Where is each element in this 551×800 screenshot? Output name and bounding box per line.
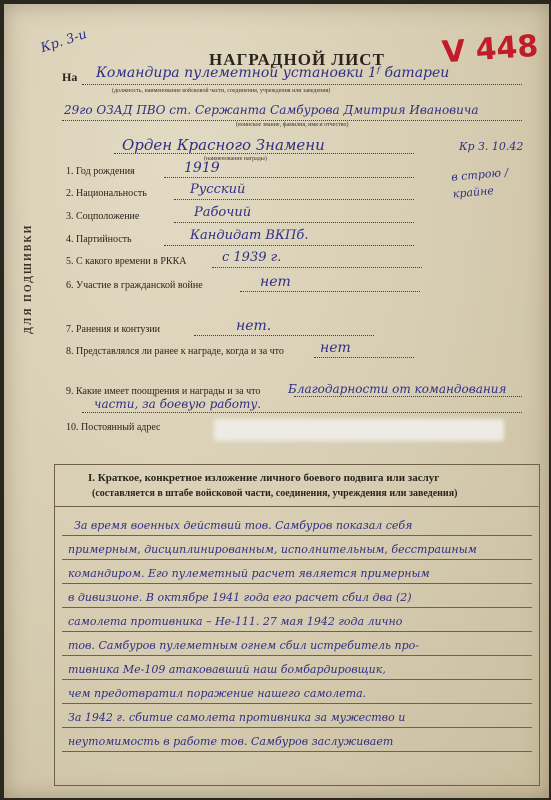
na-label: На (62, 70, 78, 84)
story-line-3: командиром. Его пулеметный расчет является примерным (68, 567, 430, 580)
section-subtitle: (составляется в штабе войсковой части, соединения, учреждения или заведения) (92, 488, 458, 499)
unit-name-value: 29го ОЗАД ПВО ст. Сержанта Самбурова Дмитрия Ивановича (64, 103, 479, 117)
award-sheet (4, 4, 549, 798)
field-label-previous-award: 8. Представлялся ли ранее к награде, когда и за что (66, 346, 284, 357)
field-value-party: Кандидат ВКПб. (190, 228, 309, 243)
field-label-wounds: 7. Ранения и контузии (66, 324, 161, 335)
field-label-social-status: 3. Соцположение (66, 211, 140, 222)
story-line-9: За 1942 г. сбитие самолета противника за мужество и (68, 711, 406, 724)
field-value-wounds: нет. (236, 318, 272, 334)
field-value-previous-award: нет (320, 340, 351, 356)
story-line-5: самолета противника – Не-111. 27 мая 1942 года лично (68, 615, 403, 628)
field-label-commendations: 9. Какие имеет поощрения и награды и за что (66, 386, 261, 397)
field-label-party: 4. Партийность (66, 234, 132, 245)
field-value-civil-war: нет (260, 274, 291, 290)
red-registry-mark: V 448 (440, 28, 540, 71)
position-value: Командира пулеметной установки 1ᶠ батареи (96, 65, 450, 81)
margin-date-note: Кр З. 10.42 (459, 140, 524, 153)
corner-note: Кр. 3-и (38, 26, 89, 57)
document-title: НАГРАДНОЙ ЛИСТ (209, 50, 385, 69)
field-label-civil-war: 6. Участие в гражданской войне (66, 280, 203, 291)
caption-rank-name: (воинское звание, фамилия, имя и отчество) (236, 122, 349, 128)
field-value-birth-year: 1919 (184, 160, 220, 176)
field-label-address: 10. Постоянный адрес (66, 422, 161, 433)
binding-margin-label: ДЛЯ ПОДШИВКИ (23, 223, 34, 334)
side-note: в строю / крайне (450, 165, 509, 201)
story-line-6: тов. Самбуров пулеметным огнем сбил истребитель про- (68, 639, 419, 652)
field-value-social-status: Рабочий (194, 205, 252, 220)
field-value-rkka: с 1939 г. (222, 250, 282, 265)
story-line-1: За время военных действий тов. Самбуров показал себя (74, 519, 413, 532)
caption-position: (должность, наименование войсковой части, соединения, учреждения или заведения) (112, 88, 331, 94)
story-line-8: чем предотвратил поражение нашего самолета. (68, 687, 367, 700)
redacted-address (214, 419, 504, 441)
story-line-10: неутомимость в работе тов. Самбуров заслуживает (68, 735, 394, 748)
award-value: Орден Красного Знамени (122, 136, 325, 154)
section-title: I. Краткое, конкретное изложение личного боевого подвига или заслуг (88, 472, 440, 484)
field-value-commendations: Благодарности от командования части, за боевую работу. (94, 382, 507, 411)
story-line-4: в дивизионе. В октябре 1941 года его расчет сбил два (2) (68, 591, 412, 604)
story-line-7: тивника Ме-109 атаковавший наш бомбардировщик, (68, 663, 386, 676)
story-line-2: примерным, дисциплинированным, исполнительным, бесстрашным (68, 543, 477, 556)
field-value-nationality: Русский (190, 182, 246, 197)
field-label-birth-year: 1. Год рождения (66, 166, 135, 177)
caption-award: (наименование награды) (204, 156, 267, 162)
field-label-nationality: 2. Национальность (66, 188, 147, 199)
field-label-rkka: 5. С какого времени в РККА (66, 256, 187, 267)
